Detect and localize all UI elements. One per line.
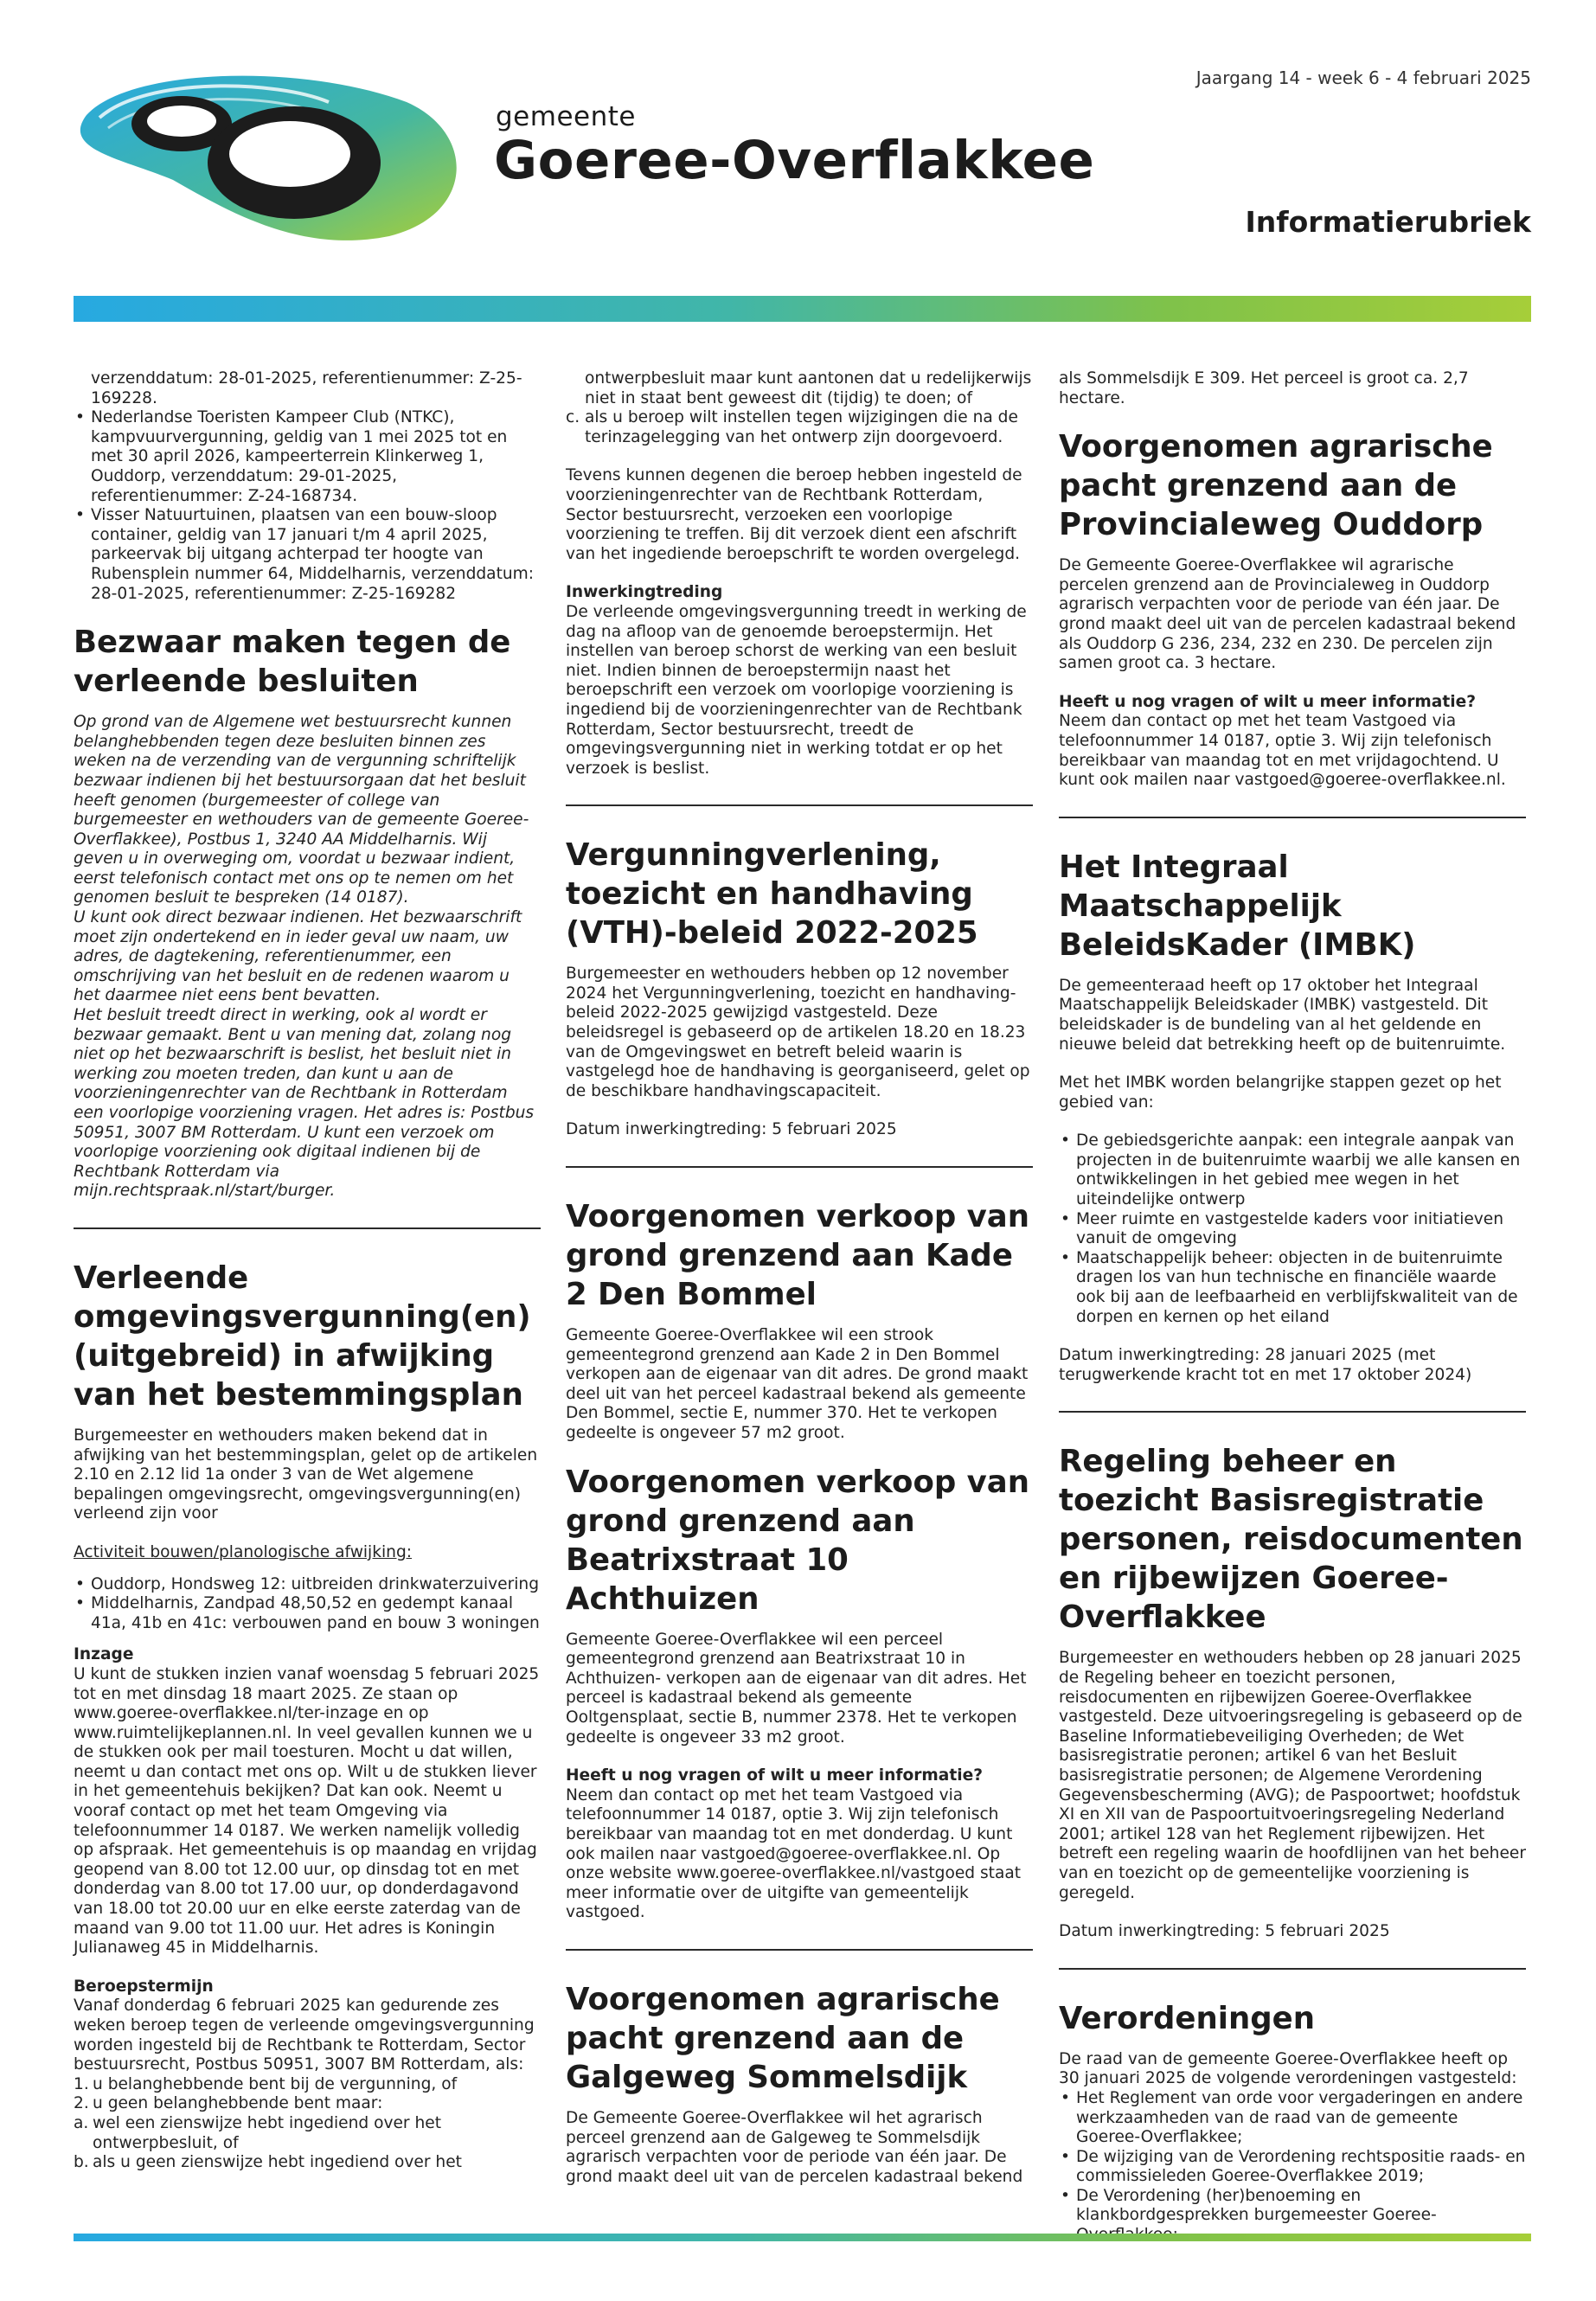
vth-text: Burgemeester en wethouders hebben op 12 november 2024 het Vergunningverlening, toezicht en handhaving-beleid 2022-2025 gewijzigd vastgesteld. Deze beleidsregel is gebaseerd op de artikelen 18.20 en 18.23 van de Omgevingswet en betreft beleid waarin is vastgelegd hoe de handhaving is georganiseerd, gelet op de beschikbare handhavingscapaciteit. bbox=[566, 965, 1030, 1100]
galgeweg-text: De Gemeente Goeree-Overflakkee wil het agrarisch perceel grenzend aan de Galgeweg te Sommelsdijk agrarisch verpachten voor de periode van één jaar. De grond maakt deel uit van de percelen kadastraal bekend bbox=[566, 2108, 1023, 2186]
imbk-title: Het Integraal Maatschappelijk BeleidsKader (IMBK) bbox=[1059, 849, 1416, 963]
galgeweg-title: Voorgenomen agrarische pacht grenzend aan de Galgeweg Sommelsdijk bbox=[566, 1981, 1000, 2095]
edition-info: Jaargang 14 - week 6 - 4 februari 2025 bbox=[1195, 67, 1531, 88]
bezwaar-paragraph: Op grond van de Algemene wet bestuursrecht kunnen belanghebbenden tegen deze besluiten binnen zes weken na de verzending van de vergunning schriftelijk bezwaar indienen bij het bestuursorgaan dat het besluit heeft genomen (burgemeester of college van burgemeester en wethouders van de gemeente Goeree-Overflakkee), Postbus 1, 3240 AA Middelharnis. Wij geven u in overweging om, voordat u bezwaar indient, eerst telefonisch contact met ons op te nemen om het genomen besluit te bespreken (14 0187). bbox=[74, 713, 529, 907]
verordeningen-list bbox=[1059, 2089, 1526, 2246]
beroep-heading: Beroepstermijn bbox=[74, 1977, 214, 1996]
activity-list bbox=[74, 1575, 541, 1634]
section-divider bbox=[1059, 1968, 1526, 1970]
list-item: • Meer ruimte en vastgestelde kaders voor initiatieven vanuit de omgeving bbox=[1059, 1210, 1526, 1249]
inwerking-heading: Inwerkingtreding bbox=[566, 583, 723, 602]
beatrix-title: Voorgenomen verkoop van grond grenzend aan Beatrixstraat 10 Achthuizen bbox=[566, 1464, 1029, 1617]
imbk-list bbox=[1059, 1131, 1526, 1327]
verordeningen-title: Verordeningen bbox=[1059, 2000, 1315, 2036]
imbk-text: De gemeenteraad heeft op 17 oktober het Integraal Maatschappelijk Beleidskader (IMBK) vastgesteld. Dit beleidskader is de bundeling van al het geldende en nieuwe beleid dat betrekking heeft op de buitenruimte. bbox=[1059, 976, 1506, 1054]
permit-list bbox=[74, 408, 541, 604]
list-item: ontwerpbesluit maar kunt aantonen dat u redelijkerwijs niet in staat bent geweest dit (tijdig) te doen; of bbox=[585, 369, 1032, 407]
list-item bbox=[74, 2114, 541, 2153]
brp-title: Regeling beheer en toezicht Basisregistratie personen, reisdocumenten en rijbewijzen Goeree-Overflakkee bbox=[1059, 1444, 1523, 1636]
list-item: • Nederlandse Toeristen Kampeer Club (NTKC), kampvuurvergunning, geldig van 1 mei 2025 tot en met 30 april 2026, kampeerterrein Klinkerweg 1, Ouddorp, verzenddatum: 29-01-2025, referentienummer: Z-24-168734. bbox=[74, 408, 541, 506]
verleende-title: Verleende omgevingsvergunning(en) (uitgebreid) in afwijking van het bestemmingsplan bbox=[74, 1259, 531, 1413]
list-item: • Het Reglement van orde voor vergaderingen en andere werkzaamheden van de raad van de gemeente Goeree-Overflakkee; bbox=[1059, 2089, 1526, 2148]
column-3 bbox=[1059, 369, 1526, 2265]
verordeningen-text: De raad van de gemeente Goeree-Overflakkee heeft op 30 januari 2025 de volgende verordeningen vastgesteld: bbox=[1059, 2049, 1517, 2088]
tevens-text: Tevens kunnen degenen die beroep hebben ingesteld de voorzieningenrechter van de Rechtbank Rotterdam, Sector bestuursrecht, verzoeken een voorlopige voorziening te treffen. Bij dit verzoek dient een afschrift van het ingediende beroepschrift te worden overgelegd. bbox=[566, 466, 1022, 563]
column-1 bbox=[74, 369, 541, 2173]
imbk-text: Met het IMBK worden belangrijke stappen gezet op het gebied van: bbox=[1059, 1074, 1502, 1112]
ouddorp-text: De Gemeente Goeree-Overflakkee wil agrarische percelen grenzend aan de Provincialeweg in Ouddorp agrarisch verpachten voor de periode van één jaar. De grond maakt deel uit van de percelen kadastraal bekend als Ouddorp G 236, 234, 232 en 230. De percelen zijn samen groot ca. 3 hectare. bbox=[1059, 556, 1516, 673]
list-item: • Ouddorp, Hondsweg 12: uitbreiden drinkwaterzuivering bbox=[74, 1575, 541, 1595]
inzage-heading: Inzage bbox=[74, 1645, 134, 1664]
list-label: c. bbox=[566, 408, 580, 427]
intro-tail: verzenddatum: 28-01-2025, referentienummer: Z-25-169228. bbox=[91, 369, 522, 407]
brp-date: Datum inwerkingtreding: 5 februari 2025 bbox=[1059, 1922, 1390, 1941]
vth-title: Vergunningverlening, toezicht en handhaving (VTH)-beleid 2022-2025 bbox=[566, 837, 978, 952]
brp-text: Burgemeester en wethouders hebben op 28 januari 2025 de Regeling beheer en toezicht personen, reisdocumenten en rijbewijzen Goeree-Overflakkee vastgesteld. Deze uitvoeringsregeling is gebaseerd op de Baseline Informatiebeveiliging Overheden; de Wet basisregistratie peronen; artikel 6 van het Besluit basisregistratie personen; de Algemene Verordening Gegevensbescherming (AVG); de Paspoortwet; hoofdstuk XI en XII van de Paspoortuitvoeringsregeling Nederland 2001; artikel 128 van het Reglement rijbewijzen. Het betreft een regeling waarin de hoofdlijnen van het beheer van en toezicht op de gemeentelijke voorziening is geregeld. bbox=[1059, 1649, 1526, 1902]
section-divider bbox=[566, 1166, 1033, 1168]
activity-label: Activiteit bouwen/planologische afwijking: bbox=[74, 1542, 413, 1561]
list-item bbox=[566, 408, 1033, 447]
list-item: • De wijziging van de Verordening rechtspositie raads- en commissieleden Goeree-Overflakkee 2019; bbox=[1059, 2148, 1526, 2187]
page-header bbox=[0, 0, 1596, 329]
list-text: wel een zienswijze hebt ingediend over het ontwerpbesluit, of bbox=[93, 2113, 441, 2152]
list-label: b. bbox=[74, 2153, 89, 2172]
verleende-intro: Burgemeester en wethouders maken bekend dat in afwijking van het bestemmingsplan, gelet op de artikelen 2.10 en 2.12 lid 1a onder 3 van de Wet algemene bepalingen omgevingsrecht, omgevingsvergunning(en) verleend zijn voor bbox=[74, 1426, 538, 1523]
list-label: 1. bbox=[74, 2074, 89, 2093]
municipality-prefix: gemeente bbox=[496, 101, 636, 132]
beatrix-text: Gemeente Goeree-Overflakkee wil een perceel gemeentegrond grenzend aan Beatrixstraat 10 in Achthuizen- verkopen aan de eigenaar van dit adres. Het perceel is kadastraal bekend als gemeente Ooltgensplaat, sectie B, nummer 2378. Het te verkopen gedeelte is ongeveer 33 m2 groot. bbox=[566, 1630, 1027, 1747]
list-item: • De Verordening (her)benoeming en klankbordgesprekken burgemeester Goeree- bbox=[1059, 2187, 1526, 2246]
beroep-text: Vanaf donderdag 6 februari 2025 kan gedurende zes weken beroep tegen de verleende omgevingsvergunning worden ingesteld bij de Rechtbank te Rotterdam, Sector bestuursrecht, Postbus 50951, 3007 BM Rotterdam, als: bbox=[74, 1997, 535, 2074]
section-divider bbox=[74, 1227, 541, 1229]
inzage-text: U kunt de stukken inzien vanaf woensdag 5 februari 2025 tot en met dinsdag 18 maart 2025. Ze staan op www.goeree-overflakkee.nl/ter-inzage en op www.ruimtelijkeplannen.nl. In veel gevallen kunnen we u de stukken ook per mail toesturen. Mocht u dat willen, neemt u dan contact met ons op. Wilt u de stukken liever in het gemeentehuis bekijken? Dat kan ook. Neemt u vooraf contact op met het team Omgeving via telefoonnummer 14 0187. We werken namelijk volledig op afspraak. Het gemeentehuis is op maandag en vrijdag geopend van 8.00 tot 12.00 uur, op dinsdag tot en met donderdag van 8.00 tot 17.00 uur, op donderdagavond van 18.00 tot 20.00 uur en elke eerste zaterdag van de maand van 9.00 tot 11.00 uur. Het adres is Koningin Julianaweg 45 in Middelharnis. bbox=[74, 1664, 540, 1958]
ouddorp-question-heading: Heeft u nog vragen of wilt u meer informatie? bbox=[1059, 692, 1477, 711]
list-item bbox=[74, 2153, 541, 2173]
kade-title: Voorgenomen verkoop van grond grenzend aan Kade 2 Den Bommel bbox=[566, 1199, 1029, 1313]
section-divider bbox=[1059, 817, 1526, 818]
section-title: Informatierubriek bbox=[1245, 205, 1531, 239]
list-label: a. bbox=[74, 2113, 89, 2132]
list-item: • Visser Natuurtuinen, plaatsen van een bouw-sloop container, geldig van 17 januari t/m 4 april 2025, parkeervak bij uitgang achterpad ter hoogte van Rubensplein nummer 64, Middelharnis, verzenddatum: 28-01-2025, referentienummer: Z-25-169282 bbox=[74, 506, 541, 604]
list-text: als u geen zienswijze hebt ingediend over het bbox=[93, 2153, 462, 2172]
beatrix-question-heading: Heeft u nog vragen of wilt u meer informatie? bbox=[566, 1766, 984, 1785]
vth-date: Datum inwerkingtreding: 5 februari 2025 bbox=[566, 1120, 897, 1139]
carry-text: als Sommelsdijk E 309. Het perceel is groot ca. 2,7 hectare. bbox=[1059, 369, 1469, 407]
column-2 bbox=[566, 369, 1033, 2206]
list-item: • Middelharnis, Zandpad 48,50,52 en gedempt kanaal 41a, 41b en 41c: verbouwen pand en bouw 3 woningen bbox=[74, 1594, 541, 1633]
beroep-conditions bbox=[74, 2075, 541, 2173]
list-item: • Maatschappelijk beheer: objecten in de buitenruimte dragen los van hun technische en financiële waarde ook bij aan de leefbaarheid en verblijfskwaliteit van de dorpen en kernen op het eiland bbox=[1059, 1249, 1526, 1327]
section-divider bbox=[566, 1949, 1033, 1951]
top-gradient-bar bbox=[74, 296, 1531, 322]
list-text: u geen belanghebbende bent maar: bbox=[93, 2094, 383, 2113]
list-item bbox=[74, 2075, 541, 2095]
bezwaar-title: Bezwaar maken tegen de verleende besluiten bbox=[74, 625, 511, 700]
list-item bbox=[74, 2094, 541, 2114]
municipality-name: Goeree-Overflakkee bbox=[494, 130, 1095, 191]
beroep-conditions-continued bbox=[566, 369, 1033, 447]
list-text: als u beroep wilt instellen tegen wijzigingen die na de terinzagelegging van het ontwerp zijn doorgevoerd. bbox=[585, 408, 1018, 446]
imbk-date: Datum inwerkingtreding: 28 januari 2025 (met terugwerkende kracht tot en met 17 oktober 2024) bbox=[1059, 1346, 1472, 1384]
municipality-logo bbox=[69, 67, 467, 249]
ouddorp-question-text: Neem dan contact op met het team Vastgoed via telefoonnummer 14 0187, optie 3. Wij zijn telefonisch bereikbaar van maandag tot en met vrijdagochtend. U kunt ook mailen naar vastgoed@goeree-overflakkee.nl. bbox=[1059, 712, 1506, 790]
bezwaar-paragraph: U kunt ook direct bezwaar indienen. Het bezwaarschrift moet zijn ondertekend en in ieder geval uw naam, uw adres, de dagtekening, referentienummer, een omschrijving van het besluit en de redenen waarom u het daarmee niet eens bent bevatten. bbox=[74, 908, 522, 1005]
list-item: • De gebiedsgerichte aanpak: een integrale aanpak van projecten in de buitenruimte waarbij we alle kansen en ontwikkelingen in het gebied mee wegen in het uiteindelijke ontwerp bbox=[1059, 1131, 1526, 1209]
section-divider bbox=[566, 804, 1033, 806]
list-label: 2. bbox=[74, 2094, 89, 2113]
beatrix-question-text: Neem dan contact op met het team Vastgoed via telefoonnummer 14 0187, optie 3. Wij zijn telefonisch bereikbaar van maandag tot en met donderdag. U kunt ook mailen naar vastgoed@goeree-overflakkee.nl. Op onze website www.goeree-overflakkee.nl/vastgoed staat meer informatie over de uitgifte van gemeentelijk vastgoed. bbox=[566, 1785, 1022, 1922]
bottom-gradient-bar bbox=[74, 2234, 1531, 2241]
bezwaar-paragraph: Het besluit treedt direct in werking, ook al wordt er bezwaar gemaakt. Bent u van mening dat, zolang nog niet op het bezwaarschrift is beslist, het besluit niet in werking zou moeten treden, dan kunt u aan de voorzieningenrechter van de Rechtbank in Rotterdam een voorlopige voorziening vragen. Het adres is: Postbus 50951, 3007 BM Rotterdam. U kunt een verzoek om voorlopige voorziening ook digitaal indienen bij de Rechtbank Rotterdam via mijn.rechtspraak.nl/start/burger. bbox=[74, 1006, 535, 1201]
list-text: u belanghebbende bent bij de vergunning, of bbox=[93, 2074, 458, 2093]
inwerking-text: De verleende omgevingsvergunning treedt in werking de dag na afloop van de genoemde beroepstermijn. Het instellen van beroep schorst de werking van een besluit niet. Indien binnen de beroepstermijn naast het beroepschrift een verzoek om voorlopige voorziening is ingediend bij de voorzieningenrechter van de Rechtbank Rotterdam, Sector bestuursrecht, treedt de omgevingsvergunning niet in werking totdat er op het verzoek is beslist. bbox=[566, 602, 1027, 778]
ouddorp-title: Voorgenomen agrarische pacht grenzend aan de Provincialeweg Ouddorp bbox=[1059, 429, 1493, 543]
kade-text: Gemeente Goeree-Overflakkee wil een strook gemeentegrond grenzend aan Kade 2 in Den Bommel verkopen aan de eigenaar van dit adres. De grond maakt deel uit van het perceel kadastraal bekend als gemeente Den Bommel, sectie E, nummer 370. Het te verkopen gedeelte is ongeveer 57 m2 groot. bbox=[566, 1326, 1029, 1442]
section-divider bbox=[1059, 1411, 1526, 1413]
